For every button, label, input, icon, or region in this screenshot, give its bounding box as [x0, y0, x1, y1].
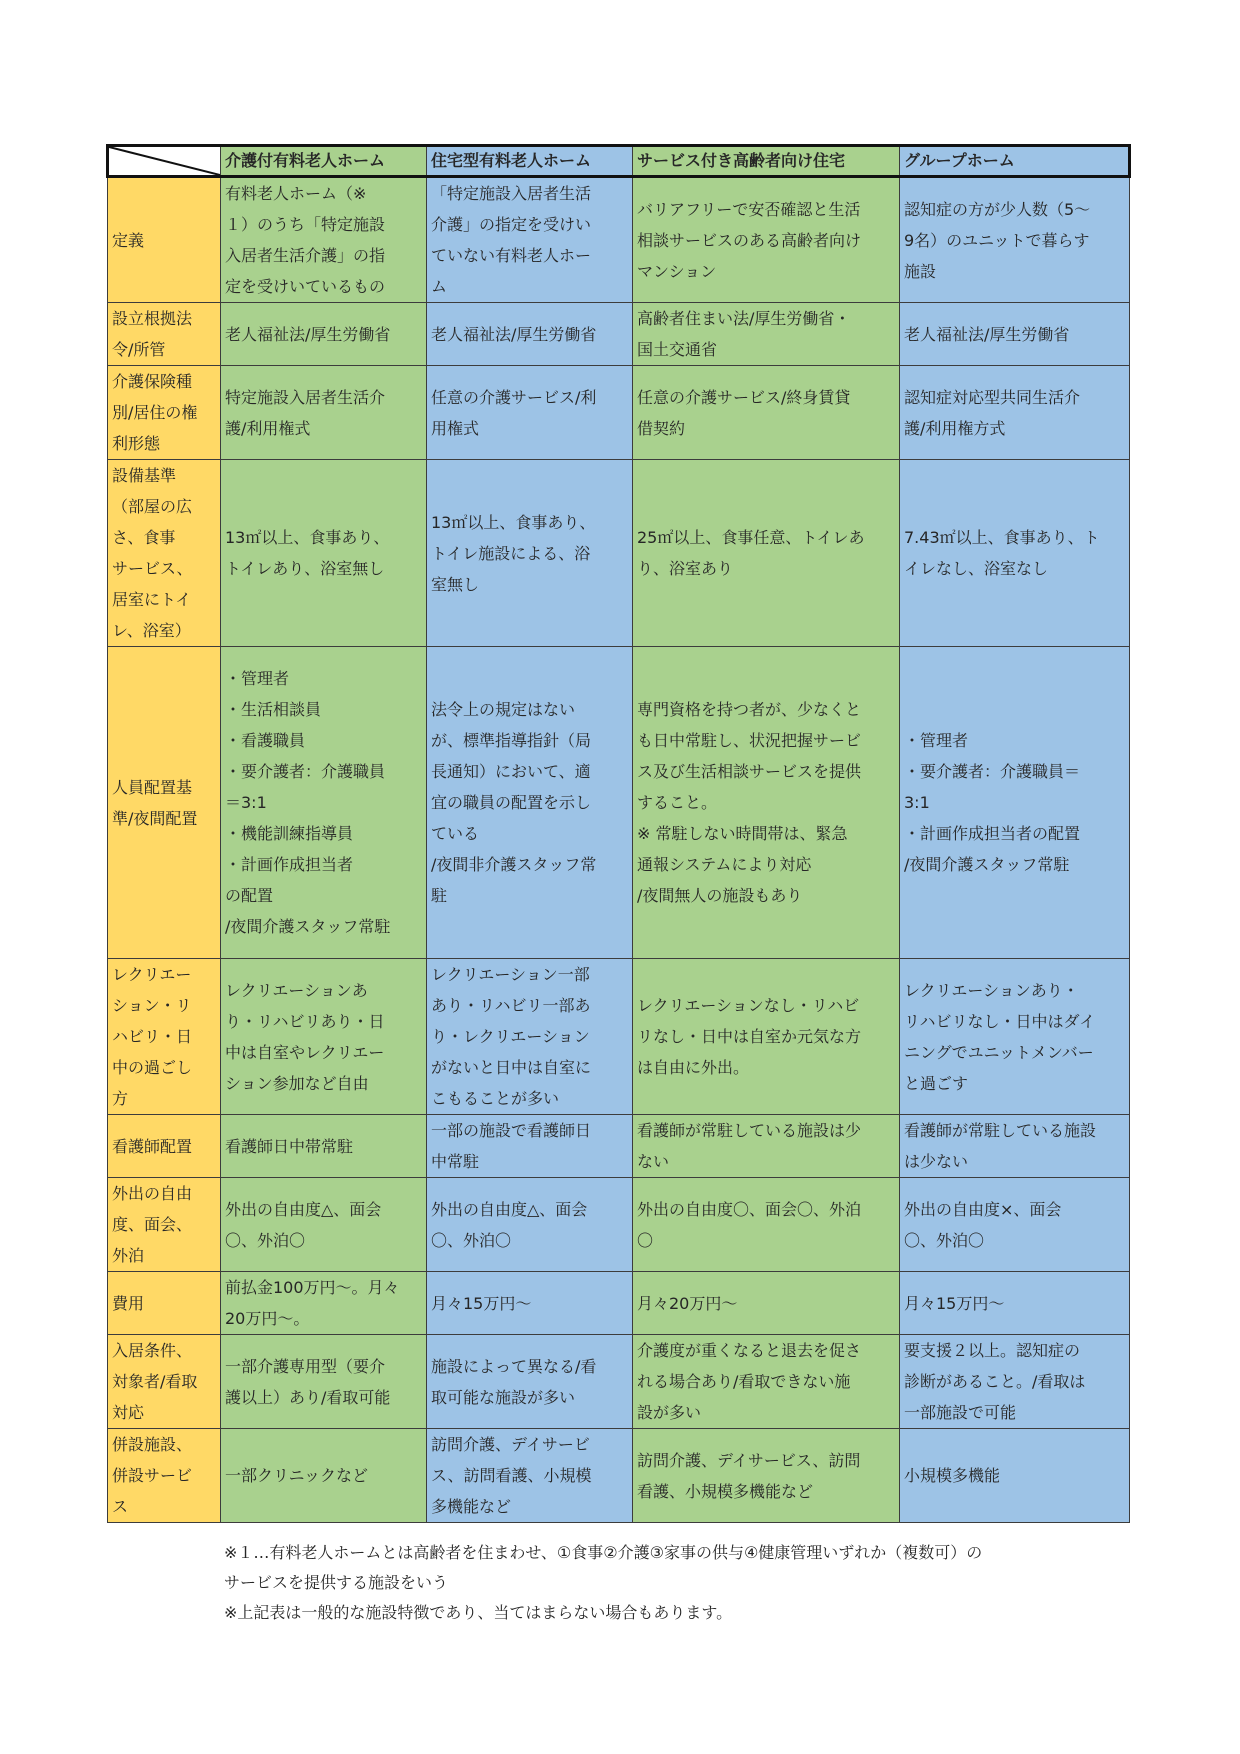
row-recreation [108, 959, 1130, 1115]
table-cell: 介護度が重くなると退去を促さ れる場合あり/看取できない施 設が多い [633, 1335, 900, 1429]
table-cell: 25㎡以上、食事任意、トイレあ り、浴室あり [633, 460, 900, 647]
row-label: レクリエー ション・リ ハビリ・日 中の過ごし 方 [108, 959, 221, 1115]
table-cell: 施設によって異なる/看 取可能な施設が多い [427, 1335, 633, 1429]
table-cell: 外出の自由度〇、面会〇、外泊 〇 [633, 1178, 900, 1272]
facility-comparison-table [106, 144, 1131, 1523]
table-cell: 看護師日中帯常駐 [221, 1115, 427, 1178]
header-jutakugata: 住宅型有料老人ホーム [427, 146, 633, 177]
table-cell: 13㎡以上、食事あり、 トイレ施設による、浴 室無し [427, 460, 633, 647]
table-cell: 高齢者住まい法/厚生労働省・ 国土交通省 [633, 303, 900, 366]
row-facility-standards [108, 460, 1130, 647]
table-cell: 13㎡以上、食事あり、 トイレあり、浴室無し [221, 460, 427, 647]
row-label: 外出の自由 度、面会、 外泊 [108, 1178, 221, 1272]
table-cell: 看護師が常駐している施設 は少ない [900, 1115, 1130, 1178]
row-legal-basis [108, 303, 1130, 366]
row-label: 介護保険種 別/居住の権 利形態 [108, 366, 221, 460]
row-admission [108, 1335, 1130, 1429]
table-cell: 認知症の方が少人数（5〜 9名）のユニットで暮らす 施設 [900, 177, 1130, 303]
table-cell: 月々15万円〜 [427, 1272, 633, 1335]
table-header-row [108, 146, 1130, 177]
row-nurse [108, 1115, 1130, 1178]
diagonal-line-icon [109, 147, 220, 175]
footnote-2: ※上記表は一般的な施設特徴であり、当てはまらない場合もあります。 [224, 1603, 733, 1622]
row-label: 設立根拠法 令/所管 [108, 303, 221, 366]
table-cell: 老人福祉法/厚生労働省 [900, 303, 1130, 366]
table-cell: レクリエーション一部 あり・リハビリ一部あ り・レクリエーション がないと日中は自室に こもることが多い [427, 959, 633, 1115]
row-cost [108, 1272, 1130, 1335]
table-cell: 7.43㎡以上、食事あり、ト イレなし、浴室なし [900, 460, 1130, 647]
table-cell: 看護師が常駐している施設は少 ない [633, 1115, 900, 1178]
footnotes [224, 1538, 1124, 1628]
row-insurance-type [108, 366, 1130, 460]
table-cell: 有料老人ホーム（※ １）のうち「特定施設 入居者生活介護」の指 定を受けいているもの [221, 177, 427, 303]
row-definition [108, 177, 1130, 303]
row-label: 入居条件、 対象者/看取 対応 [108, 1335, 221, 1429]
row-label: 看護師配置 [108, 1115, 221, 1178]
table-cell: ・管理者 ・要介護者：介護職員＝ 3:1 ・計画作成担当者の配置 /夜間介護スタッフ常駐 [900, 647, 1130, 959]
header-kaigotsuki: 介護付有料老人ホーム [221, 146, 427, 177]
row-label: 設備基準 （部屋の広 さ、食事 サービス、 居室にトイ レ、浴室） [108, 460, 221, 647]
table-cell: 前払金100万円〜。月々 20万円〜。 [221, 1272, 427, 1335]
table-cell: 老人福祉法/厚生労働省 [221, 303, 427, 366]
table-cell: 月々15万円〜 [900, 1272, 1130, 1335]
header-group-home: グループホーム [900, 146, 1130, 177]
row-staffing [108, 647, 1130, 959]
table-cell: 「特定施設入居者生活 介護」の指定を受けい ていない有料老人ホー ム [427, 177, 633, 303]
table-cell: 専門資格を持つ者が、少なくと も日中常駐し、状況把握サービ ス及び生活相談サービスを提供 すること。 ※ 常駐しない時間帯は、緊急 通報システムにより対応 /夜間無人の施設もあり [633, 647, 900, 959]
table-cell: 特定施設入居者生活介 護/利用権式 [221, 366, 427, 460]
table-cell: 法令上の規定はない が、標準指導指針（局 長通知）において、適 宜の職員の配置を示し ている /夜間非介護スタッフ常 駐 [427, 647, 633, 959]
table-cell: 小規模多機能 [900, 1429, 1130, 1523]
table-cell: 一部の施設で看護師日 中常駐 [427, 1115, 633, 1178]
table-cell: 任意の介護サービス/終身賃貸 借契約 [633, 366, 900, 460]
table-cell: レクリエーションあり・ リハビリなし・日中はダイ ニングでユニットメンバー と過ごす [900, 959, 1130, 1115]
row-label: 費用 [108, 1272, 221, 1335]
corner-cell [108, 146, 221, 177]
table-cell: 要支援２以上。認知症の 診断があること。/看取は 一部施設で可能 [900, 1335, 1130, 1429]
table-cell: 一部クリニックなど [221, 1429, 427, 1523]
table-cell: ・管理者 ・生活相談員 ・看護職員 ・要介護者：介護職員 ＝3:1 ・機能訓練指導員 ・計画作成担当者 の配置 /夜間介護スタッフ常駐 [221, 647, 427, 959]
row-label: 人員配置基 準/夜間配置 [108, 647, 221, 959]
table-cell: 訪問介護、デイサービ ス、訪問看護、小規模 多機能など [427, 1429, 633, 1523]
table-cell: 外出の自由度△、面会 〇、外泊〇 [221, 1178, 427, 1272]
table-cell: 外出の自由度△、面会 〇、外泊〇 [427, 1178, 633, 1272]
table-cell: 任意の介護サービス/利 用権式 [427, 366, 633, 460]
row-label: 併設施設、 併設サービ ス [108, 1429, 221, 1523]
row-outings [108, 1178, 1130, 1272]
table-cell: レクリエーションなし・リハビ リなし・日中は自室か元気な方 は自由に外出。 [633, 959, 900, 1115]
table-cell: 月々20万円〜 [633, 1272, 900, 1335]
row-label: 定義 [108, 177, 221, 303]
table-cell: 一部介護専用型（要介 護以上）あり/看取可能 [221, 1335, 427, 1429]
table-cell: 訪問介護、デイサービス、訪問 看護、小規模多機能など [633, 1429, 900, 1523]
table-cell: バリアフリーで安否確認と生活 相談サービスのある高齢者向け マンション [633, 177, 900, 303]
header-sakoju: サービス付き高齢者向け住宅 [633, 146, 900, 177]
table-cell: レクリエーションあ り・リハビリあり・日 中は自室やレクリエー ション参加など自由 [221, 959, 427, 1115]
table-cell: 認知症対応型共同生活介 護/利用権方式 [900, 366, 1130, 460]
row-attached-services [108, 1429, 1130, 1523]
table-cell: 老人福祉法/厚生労働省 [427, 303, 633, 366]
table-cell: 外出の自由度×、面会 〇、外泊〇 [900, 1178, 1130, 1272]
footnote-1: ※１…有料老人ホームとは高齢者を住まわせ、①食事②介護③家事の供与④健康管理いずれか（複数可）の サービスを提供する施設をいう [224, 1543, 983, 1592]
